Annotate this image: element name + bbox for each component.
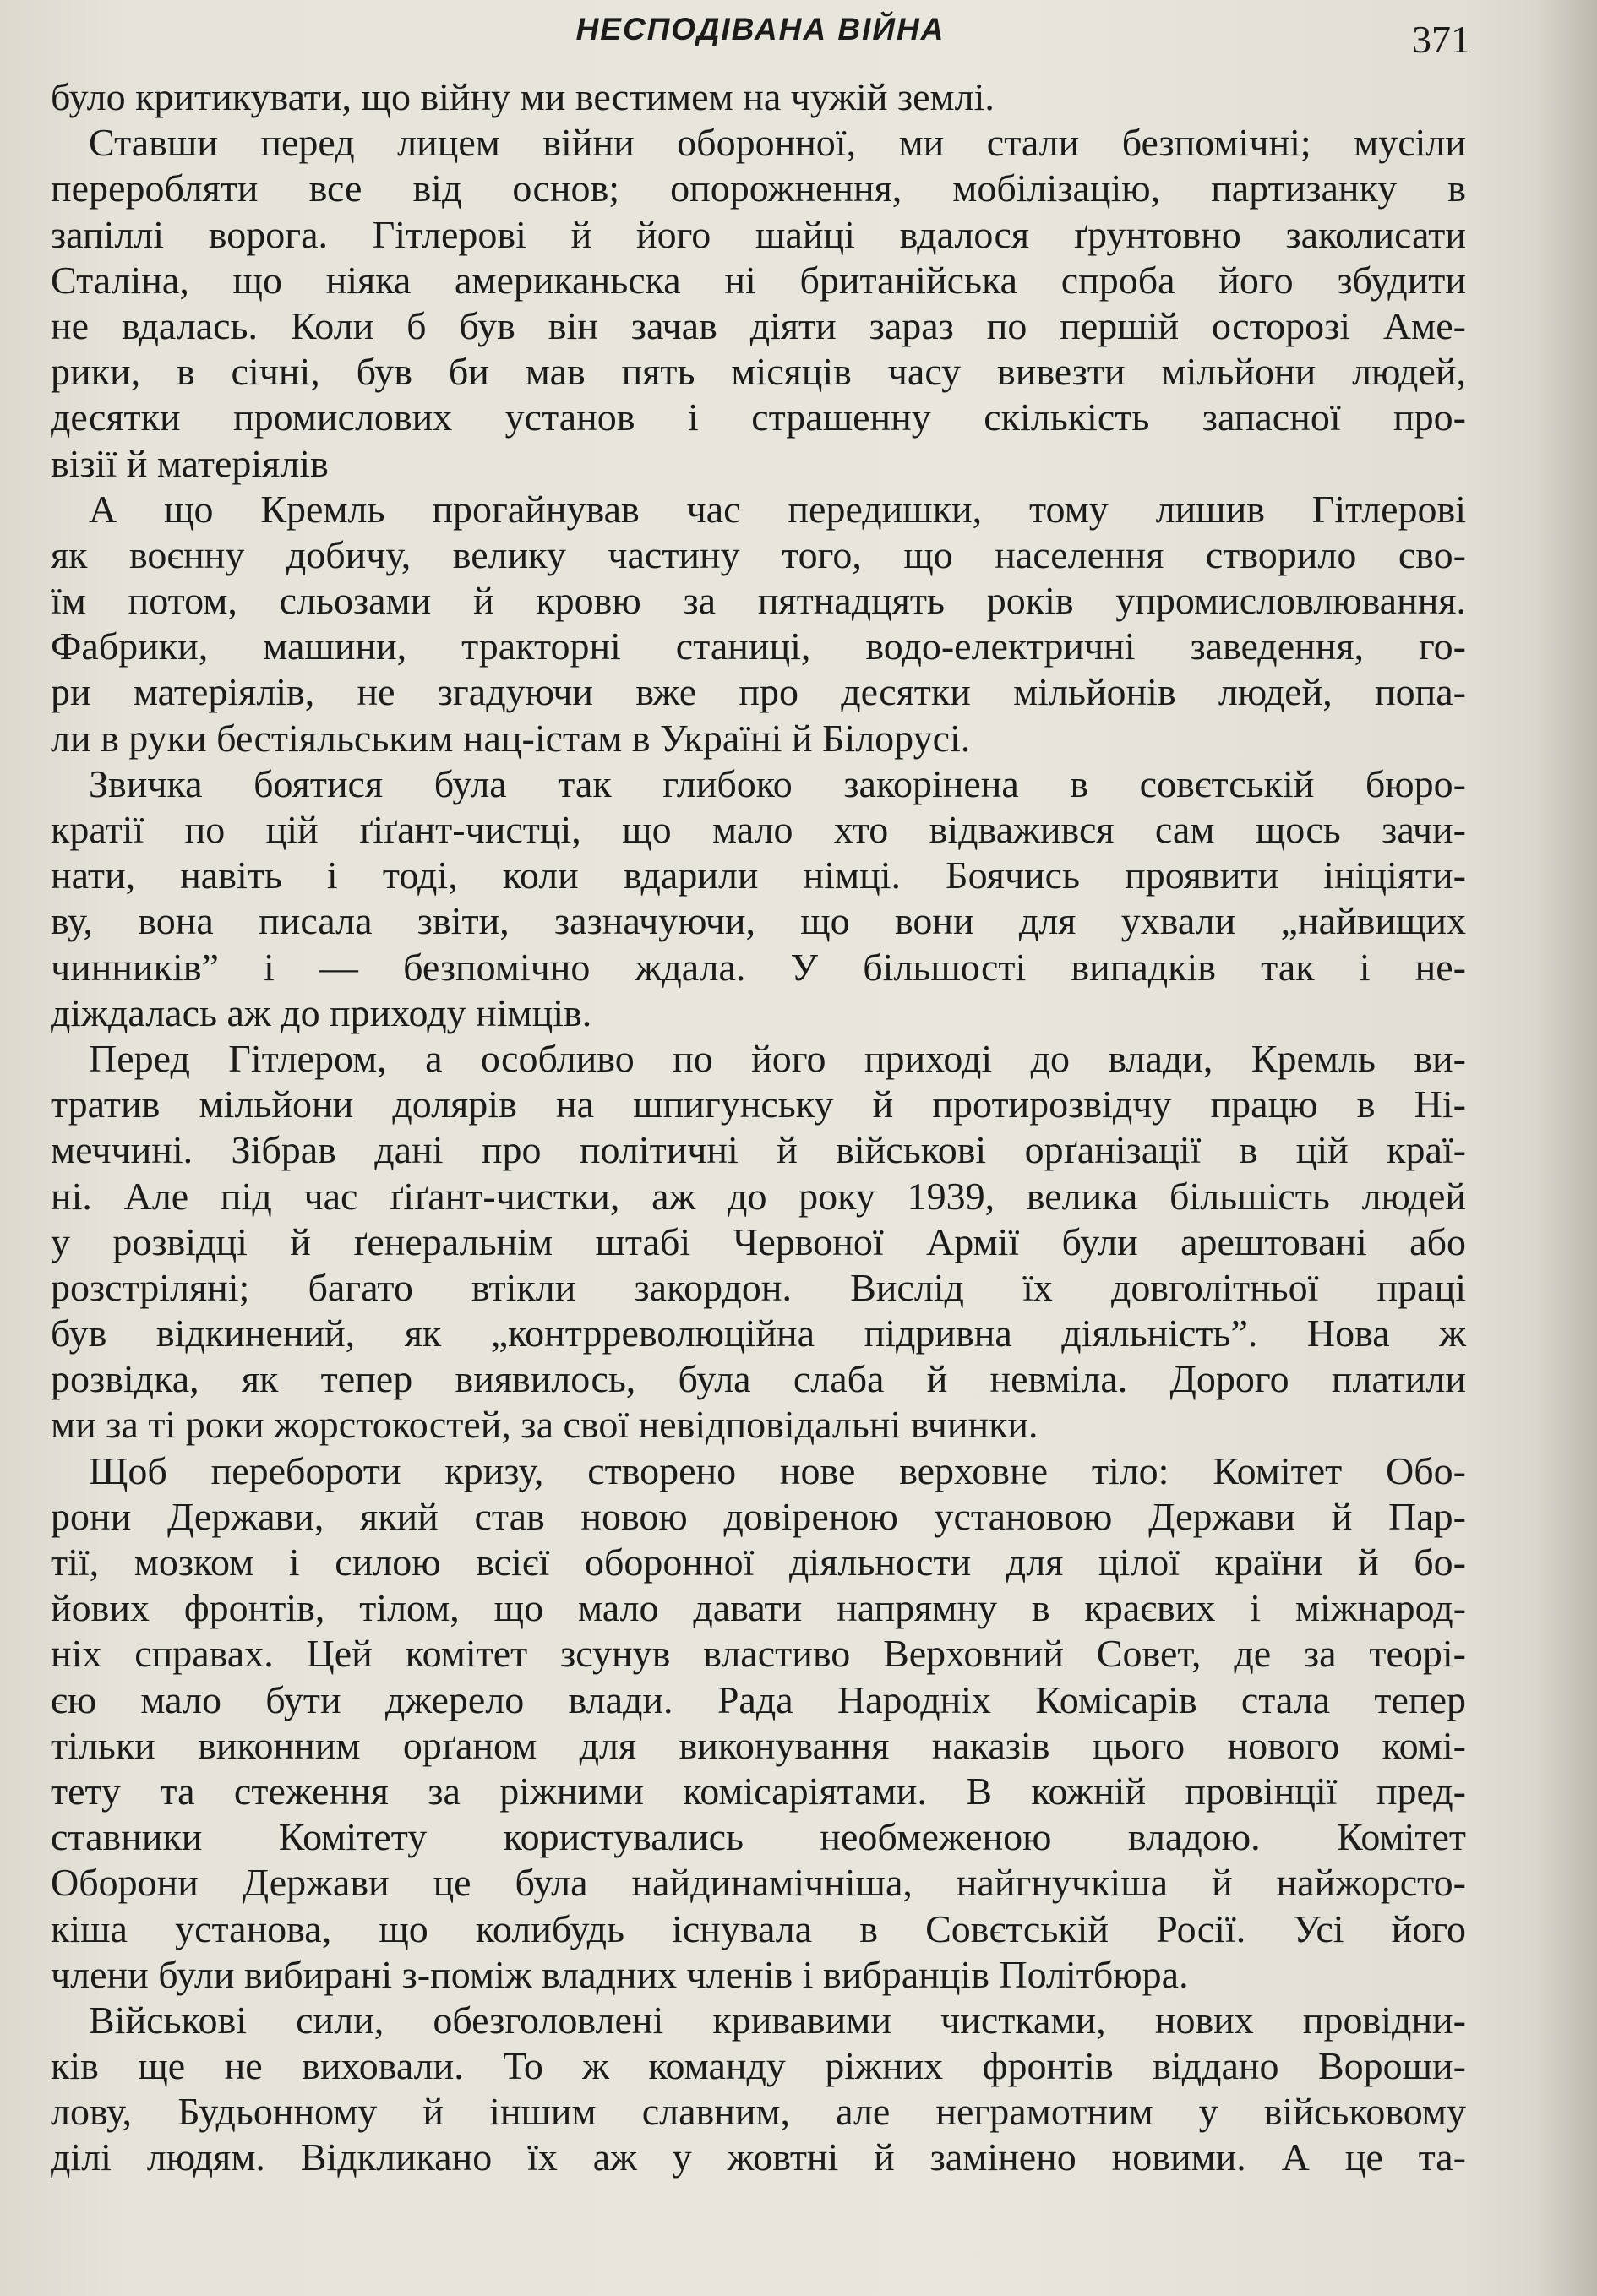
text-line: запіллі ворога. Гітлерові й його шайці вдалося ґрунтовно заколисати — [51, 212, 1466, 256]
text-line: лову, Будьонному й іншим славним, але неграмотним у військовому — [51, 2090, 1466, 2134]
text-line: Військові сили, обезголовлені кривавими чистками, нових провідни- — [89, 1998, 1466, 2042]
body-text — [51, 74, 1466, 2181]
text-line: ні. Але під час ґіґант-чистки, аж до року 1939, велика більшість людей — [51, 1174, 1466, 1218]
text-line: йових фронтів, тілом, що мало давати напрямну в краєвих і міжнарод- — [51, 1586, 1466, 1630]
text-line: ставники Комітету користувались необмеженою владою. Комітет — [51, 1815, 1466, 1859]
text-line: тратив мільйони долярів на шпигунську й протирозвідчу працю в Ні- — [51, 1083, 1466, 1126]
text-line: Перед Гітлером, а особливо по його приході до влади, Кремль ви- — [89, 1036, 1466, 1080]
text-line: А що Кремль прогайнував час передишки, тому лишив Гітлерові — [89, 487, 1466, 531]
text-line: переробляти все від основ; опорожнення, мобілізацію, партизанку в — [51, 166, 1466, 210]
text-line: ділі людям. Відкликано їх аж у жовтні й замінено новими. А це та- — [51, 2135, 1466, 2179]
text-line: візії й матеріялів — [51, 441, 329, 485]
text-line: Щоб перебороти кризу, створено нове верховне тіло: Комітет Обо- — [89, 1448, 1466, 1492]
text-line: як воєнну добичу, велику частину того, що населення створило сво- — [51, 532, 1466, 576]
text-line: десятки промислових установ і страшенну скількість запасної про- — [51, 395, 1466, 439]
text-line: ри матеріялів, не згадуючи вже про десятки мільйонів людей, попа- — [51, 670, 1466, 714]
text-line: нати, навіть і тоді, коли вдарили німці. Боячись проявити ініціяти- — [51, 854, 1466, 897]
text-line: тії, мозком і силою всієї оборонної діяльности для цілої країни й бо- — [51, 1541, 1466, 1584]
text-line: тету та стеження за ріжними комісаріятами. В кожній провінції пред- — [51, 1769, 1466, 1813]
page-number: 371 — [1412, 18, 1470, 61]
page-edge-shadow — [1538, 0, 1597, 2296]
text-line: ків ще не виховали. То ж команду ріжних фронтів віддано Вороши- — [51, 2044, 1466, 2088]
page-header — [51, 12, 1470, 63]
text-line: кратії по цій ґіґант-чистці, що мало хто відважився сам щось зачи- — [51, 808, 1466, 851]
text-line: не вдалась. Коли б був він зачав діяти зараз по першій осторозі Аме- — [51, 303, 1466, 347]
text-line: було критикувати, що війну ми вестимем на чужій землі. — [51, 75, 995, 118]
text-line: рони Держави, який став новою довіреною установою Держави й Пар- — [51, 1494, 1466, 1538]
text-line: рики, в січні, був би мав пять місяців часу вивезти мільйони людей, — [51, 350, 1466, 394]
text-line: Ставши перед лицем війни оборонної, ми стали безпомічні; мусіли — [89, 121, 1466, 165]
text-line: ми за ті роки жорстокостей, за свої невідповідальні вчинки. — [51, 1403, 1038, 1447]
text-line: був відкинений, як „контрреволюційна підривна діяльність”. Нова ж — [51, 1312, 1466, 1355]
running-title: НЕСПОДІВАНА ВІЙНА — [575, 12, 946, 46]
text-line: Оборони Держави це була найдинамічніша, найгнучкіша й найжорсто- — [51, 1861, 1466, 1905]
text-line: у розвідці й ґенеральнім штабі Червоної Армії були арештовані або — [51, 1219, 1466, 1263]
text-line: діждалась аж до приходу німців. — [51, 990, 592, 1034]
text-line: ли в руки бестіяльським нац-істам в Україні й Білорусі. — [51, 716, 971, 760]
text-line: розстріляні; багато втікли закордон. Вислід їх довголітньої праці — [51, 1265, 1466, 1309]
text-line: тільки виконним орґаном для виконування наказів цього нового комі- — [51, 1723, 1466, 1767]
text-line: Фабрики, машини, тракторні станиці, водо-електричні заведення, го- — [51, 624, 1466, 668]
text-line: розвідка, як тепер виявилось, була слаба й невміла. Дорого платили — [51, 1357, 1466, 1401]
text-line: єю мало бути джерело влади. Рада Народніх Комісарів стала тепер — [51, 1677, 1466, 1721]
text-line: меччині. Зібрав дані про політичні й військові орґанізації в цій краї- — [51, 1128, 1466, 1172]
text-line: Звичка боятися була так глибоко закорінена в совєтській бюро- — [89, 761, 1466, 805]
text-line: кіша установа, що колибудь існувала в Совєтській Росії. Усі його — [51, 1906, 1466, 1950]
text-line: чинників” і — безпомічно ждала. У більшості випадків так і не- — [51, 945, 1466, 989]
text-line: їм потом, сльозами й кровю за пятнадцять років упромисловлювання. — [51, 579, 1466, 623]
text-line: ву, вона писала звіти, зазначуючи, що вони для ухвали „найвищих — [51, 899, 1466, 943]
text-line: ніх справах. Цей комітет зсунув властиво Верховний Совет, де за теорі- — [51, 1632, 1466, 1676]
text-line: члени були вибирані з-поміж владних членів і вибранців Політбюра. — [51, 1952, 1189, 1996]
text-line: Сталіна, що ніяка американьска ні британійська спроба його збудити — [51, 258, 1466, 302]
